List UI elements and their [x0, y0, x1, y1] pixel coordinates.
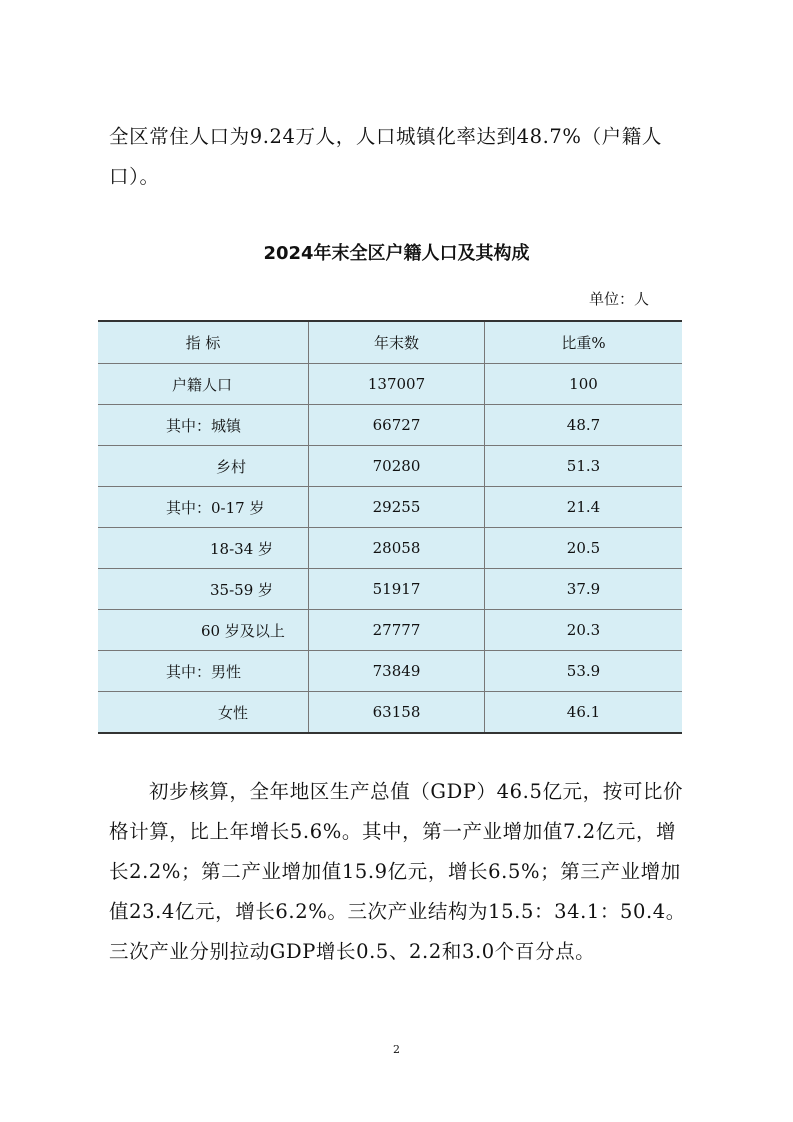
population-table [98, 320, 682, 734]
row-count: 28058 [309, 528, 485, 569]
table-row [98, 651, 682, 692]
header-indicator: 指 标 [98, 321, 309, 364]
page-number: 2 [393, 1043, 400, 1056]
table-unit: 单位：人 [588, 290, 649, 308]
row-count: 29255 [309, 487, 485, 528]
table-row [98, 405, 682, 446]
table-row [98, 528, 682, 569]
row-label: 女性 [98, 692, 309, 734]
row-share: 48.7 [485, 405, 683, 446]
row-share: 21.4 [485, 487, 683, 528]
row-label: 乡村 [98, 446, 309, 487]
row-count: 27777 [309, 610, 485, 651]
row-count: 63158 [309, 692, 485, 734]
table-row [98, 569, 682, 610]
row-share: 46.1 [485, 692, 683, 734]
intro-paragraph: 全区常住人口为9.24万人，人口城镇化率达到48.7%（户籍人口）。 [109, 125, 662, 188]
row-label: 其中：0-17 岁 [98, 487, 309, 528]
row-count: 51917 [309, 569, 485, 610]
row-share: 20.3 [485, 610, 683, 651]
row-count: 137007 [309, 364, 485, 405]
header-share: 比重% [485, 321, 683, 364]
row-share: 53.9 [485, 651, 683, 692]
row-share: 20.5 [485, 528, 683, 569]
row-label: 60 岁及以上 [98, 610, 309, 651]
table-row [98, 692, 682, 734]
table-row [98, 364, 682, 405]
row-label: 其中：城镇 [98, 405, 309, 446]
table-row [98, 487, 682, 528]
row-label: 18-34 岁 [98, 528, 309, 569]
row-label: 35-59 岁 [98, 569, 309, 610]
row-label: 其中：男性 [98, 651, 309, 692]
gdp-paragraph: 初步核算，全年地区生产总值（GDP）46.5亿元，按可比价格计算，比上年增长5.6%。其中，第一产业增加值7.2亿元，增长2.2%；第二产业增加值15.9亿元，增长6.5%；第三产业增加值23.4亿元，增长6.2%。三次产业结构为15.5：34.1：50.4。三次产业分别拉动GDP增长0.5、2.2和3.0个百分点。 [109, 780, 686, 963]
header-year-end-count: 年末数 [309, 321, 485, 364]
row-count: 70280 [309, 446, 485, 487]
table-row [98, 446, 682, 487]
row-label: 户籍人口 [98, 364, 309, 405]
row-count: 73849 [309, 651, 485, 692]
table-title: 2024年末全区户籍人口及其构成 [263, 243, 530, 264]
row-count: 66727 [309, 405, 485, 446]
row-share: 100 [485, 364, 683, 405]
table-header-row [98, 321, 682, 364]
row-share: 51.3 [485, 446, 683, 487]
row-share: 37.9 [485, 569, 683, 610]
table-row [98, 610, 682, 651]
